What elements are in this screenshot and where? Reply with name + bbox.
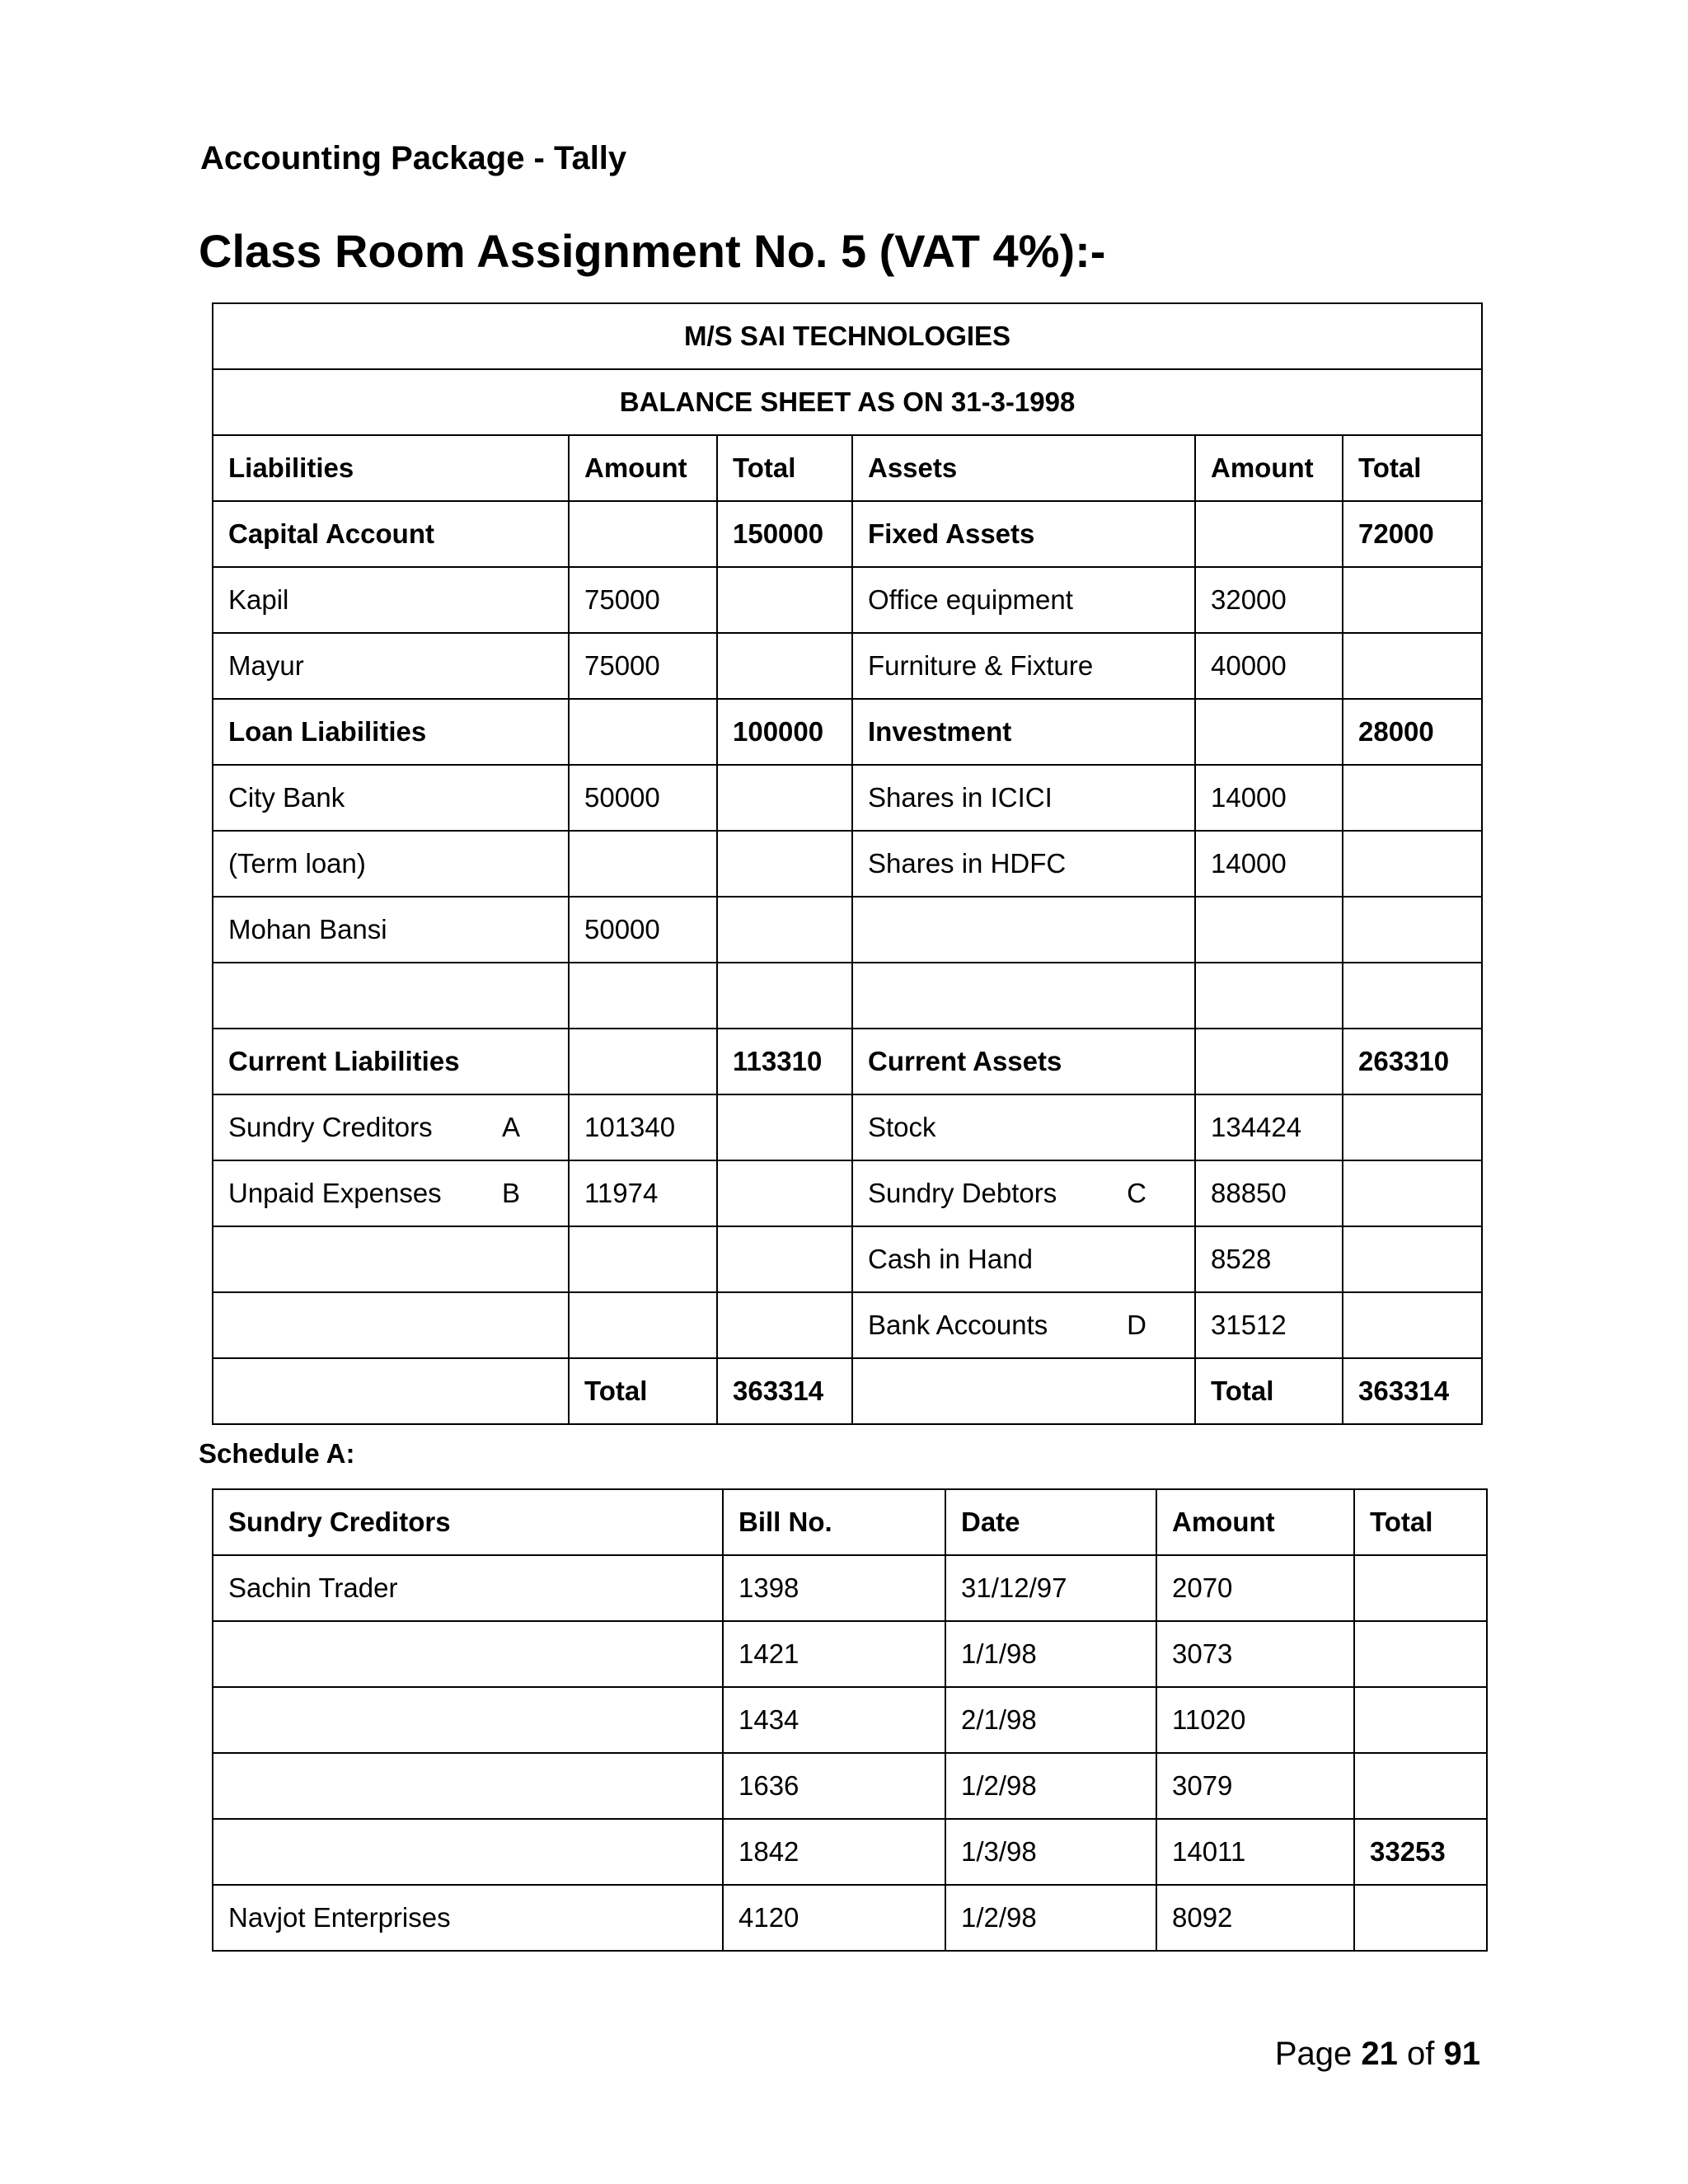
schedule-a-cell: 3073: [1156, 1621, 1354, 1687]
balance-sheet-cell: [717, 765, 852, 831]
page-title: Class Room Assignment No. 5 (VAT 4%):-: [199, 225, 1106, 277]
balance-sheet-cell: [1195, 963, 1343, 1029]
balance-sheet-cell: Office equipment: [852, 567, 1195, 633]
balance-sheet-cell: [569, 1029, 717, 1094]
balance-sheet-cell: Mayur: [213, 633, 569, 699]
company-name: M/S SAI TECHNOLOGIES: [213, 303, 1482, 369]
balance-sheet-cell: [717, 567, 852, 633]
schedule-a-cell: 14011: [1156, 1819, 1354, 1885]
schedule-a-cell: 1/2/98: [945, 1885, 1156, 1951]
schedule-a-cell: [1354, 1885, 1487, 1951]
balance-sheet-cell: [1343, 633, 1482, 699]
balance-sheet-cell: [852, 1160, 1195, 1226]
balance-sheet-cell: [1195, 501, 1343, 567]
balance-sheet-row: [213, 699, 1482, 765]
balance-sheet-row: [213, 633, 1482, 699]
schedule-a-cell: [1354, 1753, 1487, 1819]
balance-sheet-cell: [717, 831, 852, 897]
balance-sheet-cell: 100000: [717, 699, 852, 765]
balance-sheet-row: [213, 1358, 1482, 1424]
balance-sheet-row: [213, 1160, 1482, 1226]
balance-sheet-cell: [1195, 699, 1343, 765]
balance-sheet-cell: 72000: [1343, 501, 1482, 567]
balance-sheet-cell: Loan Liabilities: [213, 699, 569, 765]
balance-sheet-cell: Total: [569, 1358, 717, 1424]
schedule-a-cell: Sachin Trader: [213, 1555, 723, 1621]
schedule-a-row: [213, 1753, 1487, 1819]
schedule-ref: B: [501, 1178, 520, 1208]
balance-sheet-cell: [213, 1160, 569, 1226]
balance-sheet-cell: 8528: [1195, 1226, 1343, 1292]
balance-sheet-cell: Current Assets: [852, 1029, 1195, 1094]
balance-sheet-cell: [852, 897, 1195, 963]
schedule-a-cell: Navjot Enterprises: [213, 1885, 723, 1951]
balance-sheet-cell: 32000: [1195, 567, 1343, 633]
column-header: Total: [1343, 435, 1482, 501]
balance-sheet-cell: 75000: [569, 633, 717, 699]
balance-sheet-row: [213, 1094, 1482, 1160]
schedule-a-cell: [1354, 1687, 1487, 1753]
balance-sheet-cell: 101340: [569, 1094, 717, 1160]
schedule-a-cell: 1421: [723, 1621, 945, 1687]
column-header: Assets: [852, 435, 1195, 501]
balance-sheet-cell: 75000: [569, 567, 717, 633]
balance-sheet-cell: 134424: [1195, 1094, 1343, 1160]
schedule-a-cell: 1/3/98: [945, 1819, 1156, 1885]
schedule-a-row: [213, 1819, 1487, 1885]
balance-sheet-table: [212, 302, 1483, 1425]
schedule-a-cell: [1354, 1621, 1487, 1687]
page-number: [1275, 2036, 1480, 2073]
balance-sheet-cell: [569, 501, 717, 567]
balance-sheet-cell: [717, 633, 852, 699]
balance-sheet-cell: 50000: [569, 897, 717, 963]
column-header: Bill No.: [723, 1489, 945, 1555]
current-page: 21: [1361, 2036, 1398, 2072]
schedule-a-cell: 11020: [1156, 1687, 1354, 1753]
subtitle-row: [213, 369, 1482, 435]
balance-sheet-subtitle: BALANCE SHEET AS ON 31-3-1998: [213, 369, 1482, 435]
page-header: Accounting Package - Tally: [200, 140, 627, 176]
cell-label: Sundry Creditors: [228, 1112, 433, 1142]
schedule-a-header-row: [213, 1489, 1487, 1555]
schedule-a-cell: 8092: [1156, 1885, 1354, 1951]
balance-sheet-cell: [717, 1094, 852, 1160]
column-header: Liabilities: [213, 435, 569, 501]
column-header: Date: [945, 1489, 1156, 1555]
balance-sheet-header-row: [213, 435, 1482, 501]
balance-sheet-cell: 263310: [1343, 1029, 1482, 1094]
balance-sheet-cell: [1343, 897, 1482, 963]
balance-sheet-cell: [1343, 1094, 1482, 1160]
schedule-a-table: [212, 1488, 1488, 1952]
cell-label: Unpaid Expenses: [228, 1178, 442, 1208]
schedule-ref: C: [1127, 1178, 1146, 1208]
schedule-a-cell: 1398: [723, 1555, 945, 1621]
balance-sheet-cell: [213, 1358, 569, 1424]
column-header: Total: [717, 435, 852, 501]
balance-sheet-cell: Current Liabilities: [213, 1029, 569, 1094]
balance-sheet-cell: Capital Account: [213, 501, 569, 567]
balance-sheet-cell: [569, 963, 717, 1029]
balance-sheet-cell: (Term loan): [213, 831, 569, 897]
schedule-a-row: [213, 1555, 1487, 1621]
balance-sheet-cell: [1343, 765, 1482, 831]
balance-sheet-cell: [852, 963, 1195, 1029]
balance-sheet-cell: City Bank: [213, 765, 569, 831]
balance-sheet-row: [213, 1226, 1482, 1292]
balance-sheet-cell: [1195, 897, 1343, 963]
balance-sheet-cell: 14000: [1195, 831, 1343, 897]
balance-sheet-row: [213, 765, 1482, 831]
page-prefix: Page: [1274, 2036, 1362, 2072]
column-header: Amount: [1156, 1489, 1354, 1555]
schedule-ref: D: [1127, 1310, 1146, 1340]
schedule-a-cell: 1842: [723, 1819, 945, 1885]
balance-sheet-cell: 11974: [569, 1160, 717, 1226]
balance-sheet-cell: [1343, 963, 1482, 1029]
schedule-a-cell: 1636: [723, 1753, 945, 1819]
balance-sheet-cell: Stock: [852, 1094, 1195, 1160]
balance-sheet-cell: Kapil: [213, 567, 569, 633]
column-header: Amount: [1195, 435, 1343, 501]
schedule-a-cell: 4120: [723, 1885, 945, 1951]
balance-sheet-cell: Mohan Bansi: [213, 897, 569, 963]
balance-sheet-cell: [1195, 1029, 1343, 1094]
balance-sheet-cell: [717, 1160, 852, 1226]
balance-sheet-cell: [1343, 1292, 1482, 1358]
balance-sheet-cell: 363314: [1343, 1358, 1482, 1424]
balance-sheet-cell: [569, 1292, 717, 1358]
balance-sheet-row: [213, 1292, 1482, 1358]
balance-sheet-cell: [852, 1292, 1195, 1358]
balance-sheet-cell: 50000: [569, 765, 717, 831]
balance-sheet-cell: 28000: [1343, 699, 1482, 765]
company-row: [213, 303, 1482, 369]
cell-label: Sundry Debtors: [868, 1178, 1057, 1208]
total-pages: 91: [1443, 2036, 1480, 2072]
balance-sheet-cell: 14000: [1195, 765, 1343, 831]
schedule-a-cell: [1354, 1555, 1487, 1621]
schedule-a-cell: [213, 1819, 723, 1885]
balance-sheet-cell: [1343, 1160, 1482, 1226]
balance-sheet-row: [213, 963, 1482, 1029]
balance-sheet-cell: 40000: [1195, 633, 1343, 699]
page-of: of: [1397, 2036, 1444, 2072]
balance-sheet-cell: 113310: [717, 1029, 852, 1094]
schedule-a-cell: [213, 1753, 723, 1819]
balance-sheet-cell: Shares in ICICI: [852, 765, 1195, 831]
schedule-a-cell: [213, 1621, 723, 1687]
schedule-a-cell: 1434: [723, 1687, 945, 1753]
balance-sheet-cell: [717, 1292, 852, 1358]
balance-sheet-cell: [717, 963, 852, 1029]
balance-sheet-cell: [1343, 831, 1482, 897]
balance-sheet-cell: [852, 1358, 1195, 1424]
balance-sheet-cell: Cash in Hand: [852, 1226, 1195, 1292]
column-header: Sundry Creditors: [213, 1489, 723, 1555]
schedule-a-cell: 1/2/98: [945, 1753, 1156, 1819]
balance-sheet-row: [213, 897, 1482, 963]
schedule-a-cell: 33253: [1354, 1819, 1487, 1885]
schedule-a-cell: [213, 1687, 723, 1753]
schedule-a-row: [213, 1885, 1487, 1951]
balance-sheet-cell: 31512: [1195, 1292, 1343, 1358]
balance-sheet-cell: [1343, 1226, 1482, 1292]
balance-sheet-cell: Shares in HDFC: [852, 831, 1195, 897]
balance-sheet-cell: 150000: [717, 501, 852, 567]
balance-sheet-row: [213, 1029, 1482, 1094]
balance-sheet-cell: [569, 831, 717, 897]
balance-sheet-cell: [213, 1292, 569, 1358]
schedule-a-cell: 31/12/97: [945, 1555, 1156, 1621]
schedule-a-label: Schedule A:: [199, 1438, 355, 1469]
balance-sheet-cell: [717, 897, 852, 963]
balance-sheet-row: [213, 831, 1482, 897]
balance-sheet-cell: 363314: [717, 1358, 852, 1424]
schedule-a-cell: 2070: [1156, 1555, 1354, 1621]
schedule-a-row: [213, 1621, 1487, 1687]
column-header: Total: [1354, 1489, 1487, 1555]
balance-sheet-cell: [1343, 567, 1482, 633]
schedule-a-cell: 3079: [1156, 1753, 1354, 1819]
balance-sheet-cell: Total: [1195, 1358, 1343, 1424]
column-header: Amount: [569, 435, 717, 501]
balance-sheet-row: [213, 501, 1482, 567]
schedule-a-cell: 2/1/98: [945, 1687, 1156, 1753]
balance-sheet-cell: [213, 963, 569, 1029]
balance-sheet-cell: Furniture & Fixture: [852, 633, 1195, 699]
balance-sheet-cell: [213, 1226, 569, 1292]
balance-sheet-cell: [569, 699, 717, 765]
balance-sheet-cell: [569, 1226, 717, 1292]
balance-sheet-cell: [213, 1094, 569, 1160]
balance-sheet-cell: Investment: [852, 699, 1195, 765]
cell-label: Bank Accounts: [868, 1310, 1048, 1340]
balance-sheet-cell: [717, 1226, 852, 1292]
schedule-a-cell: 1/1/98: [945, 1621, 1156, 1687]
schedule-a-row: [213, 1687, 1487, 1753]
schedule-ref: A: [501, 1112, 520, 1142]
balance-sheet-cell: 88850: [1195, 1160, 1343, 1226]
balance-sheet-cell: Fixed Assets: [852, 501, 1195, 567]
balance-sheet-row: [213, 567, 1482, 633]
